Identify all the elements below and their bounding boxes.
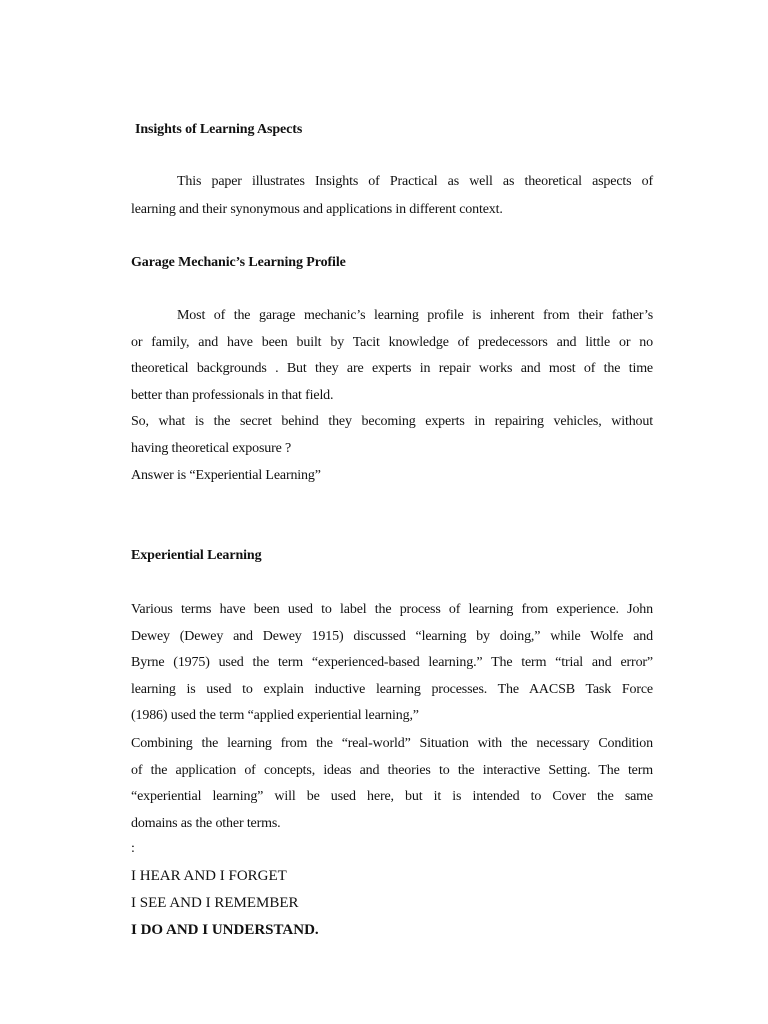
quote-line-see: I SEE AND I REMEMBER: [131, 895, 299, 911]
answer-line: Answer is “Experiential Learning”: [131, 468, 321, 483]
paragraph-line: Byrne (1975) used the term “experienced-based learning.” The term “trial and error”: [131, 655, 653, 670]
paragraph-line: Various terms have been used to label the process of learning from experience. John: [131, 602, 653, 617]
paragraph-line: learning is used to explain inductive learning processes. The AACSB Task Force: [131, 682, 653, 697]
quote-line-hear: I HEAR AND I FORGET: [131, 868, 287, 884]
paragraph-line: or family, and have been built by Tacit knowledge of predecessors and little or no: [131, 335, 653, 350]
paragraph-line: Most of the garage mechanic’s learning profile is inherent from their father’s: [177, 308, 653, 323]
paragraph-line: Combining the learning from the “real-world” Situation with the necessary Condition: [131, 736, 653, 751]
section-heading-experiential-learning: Experiential Learning: [131, 548, 262, 563]
paragraph-line: better than professionals in that field.: [131, 388, 334, 403]
paragraph-line: “experiential learning” will be used here, but it is intended to Cover the same: [131, 789, 653, 804]
intro-line-2: learning and their synonymous and applications in different context.: [131, 202, 503, 217]
intro-line-1: This paper illustrates Insights of Practical as well as theoretical aspects of: [177, 174, 653, 189]
colon-line: :: [131, 841, 135, 856]
quote-line-do: I DO AND I UNDERSTAND.: [131, 922, 319, 938]
section-heading-garage-mechanic: Garage Mechanic’s Learning Profile: [131, 255, 346, 270]
paragraph-line: Dewey (Dewey and Dewey 1915) discussed “learning by doing,” while Wolfe and: [131, 629, 653, 644]
paragraph-line: (1986) used the term “applied experiential learning,”: [131, 708, 419, 723]
paragraph-line: of the application of concepts, ideas and theories to the interactive Setting. The term: [131, 763, 653, 778]
paragraph-line: having theoretical exposure ?: [131, 441, 292, 456]
paragraph-line: theoretical backgrounds . But they are experts in repair works and most of the time: [131, 361, 653, 376]
paragraph-line: So, what is the secret behind they becoming experts in repairing vehicles, without: [131, 414, 653, 429]
paragraph-line: domains as the other terms.: [131, 816, 281, 831]
document-title: Insights of Learning Aspects: [135, 122, 303, 137]
